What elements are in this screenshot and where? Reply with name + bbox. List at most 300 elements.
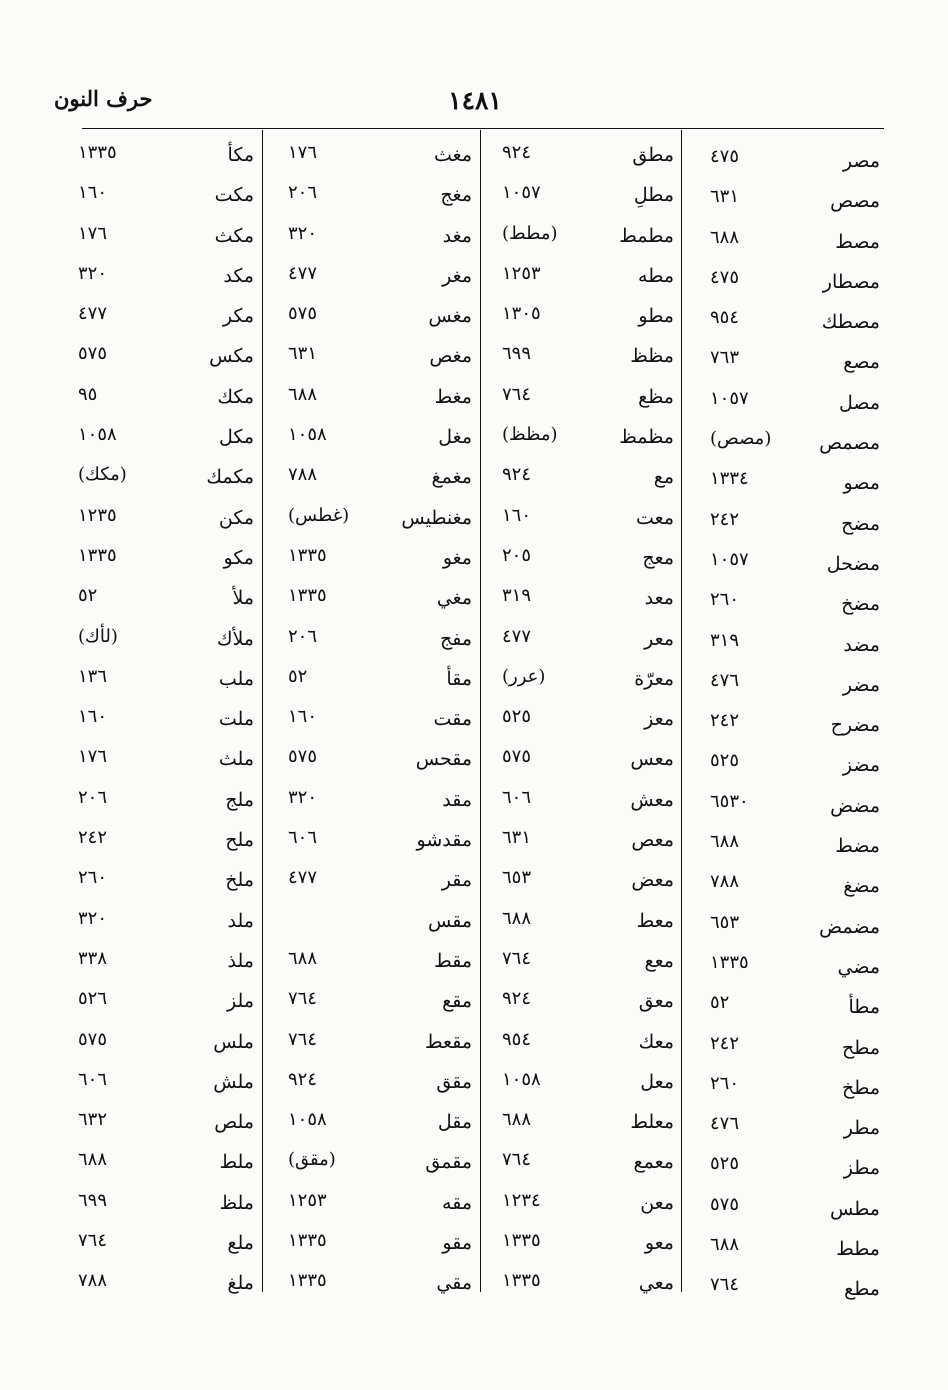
entry-word: مضي bbox=[837, 955, 880, 978]
entry-page-ref: ١٠٥٧ bbox=[710, 548, 749, 570]
index-entry bbox=[684, 948, 882, 988]
entry-word: مقه bbox=[442, 1191, 472, 1214]
entry-page-ref: ١٢٥٣ bbox=[502, 262, 541, 284]
entry-page-ref: ٢٤٢ bbox=[710, 508, 740, 530]
entry-page-ref: ١٠٥٨ bbox=[288, 1109, 327, 1131]
index-entry bbox=[484, 908, 678, 948]
entry-page-ref: ٣٢٠ bbox=[288, 786, 318, 808]
entry-page-ref: ١٣٦ bbox=[78, 665, 108, 687]
index-entry bbox=[484, 384, 678, 424]
entry-page-ref: ٤٧٥ bbox=[710, 146, 740, 167]
entry-page-ref: (مكك) bbox=[78, 464, 127, 486]
index-entry bbox=[266, 505, 476, 545]
index-entry bbox=[64, 545, 258, 585]
entry-word: ملد bbox=[227, 909, 254, 932]
index-entry bbox=[484, 706, 678, 746]
entry-word: معك bbox=[638, 1030, 674, 1053]
entry-page-ref: ٤٧٧ bbox=[288, 867, 318, 889]
entry-word: مغنطيس bbox=[401, 506, 472, 529]
entry-page-ref: ٤٧٥ bbox=[710, 266, 740, 288]
entry-page-ref: (غطس) bbox=[288, 504, 350, 526]
entry-word: ملأك bbox=[216, 627, 254, 650]
entry-word: معت bbox=[636, 506, 674, 529]
column-divider bbox=[480, 130, 481, 1292]
column-divider bbox=[681, 130, 682, 1292]
entry-word: مضض bbox=[830, 794, 880, 817]
index-column-1 bbox=[684, 142, 882, 1311]
index-entry bbox=[684, 867, 882, 907]
index-column-2 bbox=[484, 142, 678, 1311]
index-entry bbox=[64, 263, 258, 303]
entry-page-ref: ٧٦٤ bbox=[502, 383, 532, 405]
entry-word: مظمظ bbox=[619, 426, 674, 449]
index-entry bbox=[484, 666, 678, 706]
index-entry bbox=[64, 585, 258, 625]
entry-page-ref: ٥٢ bbox=[288, 665, 308, 687]
index-entry bbox=[684, 384, 882, 424]
index-entry bbox=[684, 746, 882, 786]
index-entry bbox=[484, 1190, 678, 1230]
entry-page-ref: (لأك) bbox=[78, 625, 118, 647]
entry-word: مطمط bbox=[619, 224, 674, 247]
index-column-4 bbox=[64, 142, 258, 1311]
entry-word: مغث bbox=[434, 144, 472, 166]
entry-word: مقع bbox=[442, 990, 472, 1013]
entry-page-ref: ٥٧٥ bbox=[288, 746, 318, 768]
index-entry bbox=[484, 182, 678, 222]
index-entry bbox=[684, 626, 882, 666]
entry-page-ref: ٦٠٦ bbox=[288, 827, 318, 849]
entry-page-ref: ١٣٣٥ bbox=[288, 1230, 327, 1252]
entry-word: مضغ bbox=[843, 875, 880, 898]
entry-word: مقأ bbox=[446, 667, 472, 690]
entry-page-ref: ٩٢٤ bbox=[502, 988, 532, 1010]
index-entry bbox=[484, 343, 678, 383]
index-entry bbox=[266, 1149, 476, 1189]
entry-page-ref: ٧٦٤ bbox=[78, 1230, 108, 1252]
entry-page-ref: ٤٧٧ bbox=[78, 303, 108, 325]
entry-word: مغو bbox=[442, 546, 472, 569]
entry-page-ref: ٥٧٥ bbox=[710, 1193, 740, 1215]
entry-page-ref: ١٣٣٤ bbox=[710, 468, 749, 490]
entry-page-ref: ١٠٥٨ bbox=[288, 424, 327, 446]
entry-word: ملع bbox=[227, 1232, 254, 1255]
entry-word: مقل bbox=[437, 1111, 472, 1134]
entry-word: مطز bbox=[843, 1157, 880, 1180]
index-entry bbox=[266, 263, 476, 303]
entry-word: مضط bbox=[835, 835, 880, 858]
entry-word: معص bbox=[631, 829, 674, 852]
entry-page-ref: ٣٢٠ bbox=[288, 222, 318, 244]
entry-page-ref: ١٢٣٤ bbox=[502, 1189, 541, 1211]
entry-page-ref: ٣٢٠ bbox=[78, 907, 108, 929]
index-entry bbox=[484, 1029, 678, 1069]
entry-page-ref: ٥٢٥ bbox=[502, 706, 532, 728]
entry-word: مصطار bbox=[822, 270, 880, 293]
entry-word: معض bbox=[631, 869, 674, 892]
entry-page-ref: ٥٢٦ bbox=[78, 988, 108, 1010]
entry-word: مغي bbox=[436, 587, 472, 610]
entry-page-ref: ٩٥ bbox=[78, 383, 98, 405]
index-entry bbox=[266, 424, 476, 464]
index-entry bbox=[484, 746, 678, 786]
entry-page-ref: ٥٧٥ bbox=[288, 303, 318, 325]
entry-word: ملأ bbox=[232, 587, 254, 610]
index-entry bbox=[484, 948, 678, 988]
index-entry bbox=[684, 1230, 882, 1270]
index-entry bbox=[64, 384, 258, 424]
entry-page-ref: ٧٦٣ bbox=[710, 347, 740, 369]
entry-page-ref: ٦٥٣ bbox=[710, 911, 740, 933]
index-entry bbox=[684, 505, 882, 545]
entry-word: ملب bbox=[218, 667, 254, 690]
entry-page-ref: ٣١٩ bbox=[710, 629, 740, 651]
index-entry bbox=[484, 263, 678, 303]
entry-word: ملس bbox=[213, 1030, 254, 1053]
index-entry bbox=[266, 142, 476, 182]
index-entry bbox=[64, 464, 258, 504]
entry-word: مصمص bbox=[819, 432, 880, 455]
entry-page-ref: ٦٨٨ bbox=[502, 907, 532, 929]
index-entry bbox=[484, 787, 678, 827]
index-entry bbox=[266, 1069, 476, 1109]
index-entry bbox=[484, 1069, 678, 1109]
header-rule bbox=[82, 128, 884, 129]
entry-page-ref: ٣٣٨ bbox=[78, 947, 108, 969]
entry-word: مكمك bbox=[206, 466, 254, 489]
entry-word: مغد bbox=[442, 224, 472, 247]
entry-word: معر bbox=[644, 627, 674, 650]
entry-page-ref: ٧٦٤ bbox=[288, 1028, 318, 1050]
entry-word: مكد bbox=[223, 264, 254, 287]
index-entry bbox=[64, 988, 258, 1028]
entry-page-ref: ٥٧٥ bbox=[78, 343, 108, 365]
index-entry bbox=[64, 343, 258, 383]
entry-word: معج bbox=[642, 546, 674, 569]
entry-word: مصص bbox=[830, 190, 880, 213]
entry-word: مطأ bbox=[848, 996, 880, 1019]
entry-word: مقس bbox=[427, 909, 472, 932]
index-entry bbox=[266, 1109, 476, 1149]
index-entry bbox=[64, 223, 258, 263]
index-entry bbox=[484, 223, 678, 263]
index-entry bbox=[266, 706, 476, 746]
entry-page-ref: ١٣٣٥ bbox=[502, 1270, 541, 1292]
index-entry bbox=[266, 182, 476, 222]
index-entry bbox=[64, 424, 258, 464]
entry-word: مفج bbox=[439, 627, 472, 650]
entry-word: مطق bbox=[632, 144, 674, 166]
entry-word: مكن bbox=[218, 506, 254, 529]
entry-word: مغس bbox=[428, 305, 472, 328]
entry-page-ref: ٦٣١ bbox=[288, 343, 318, 365]
entry-page-ref: ١٧٦ bbox=[288, 142, 318, 163]
index-entry bbox=[64, 1190, 258, 1230]
index-entry bbox=[266, 666, 476, 706]
index-entry bbox=[64, 142, 258, 182]
index-entry bbox=[266, 1190, 476, 1230]
index-entry bbox=[684, 666, 882, 706]
index-entry bbox=[684, 787, 882, 827]
entry-word: مطخ bbox=[841, 1076, 880, 1099]
entry-page-ref: ٧٨٨ bbox=[78, 1270, 108, 1292]
entry-word: معي bbox=[638, 1272, 674, 1295]
page-number: ١٤٨١ bbox=[448, 86, 502, 115]
entry-word: مقق bbox=[436, 1070, 472, 1093]
entry-page-ref: ١٠٥٧ bbox=[710, 387, 749, 409]
entry-page-ref: ٢٤٢ bbox=[710, 1032, 740, 1054]
entry-word: مضد bbox=[843, 633, 880, 656]
entry-word: مقت bbox=[433, 708, 472, 731]
entry-word: مضخ bbox=[841, 593, 880, 616]
entry-word: مكك bbox=[217, 385, 254, 408]
entry-page-ref: ٧٨٨ bbox=[710, 871, 740, 893]
index-entry bbox=[64, 626, 258, 666]
index-entry bbox=[64, 908, 258, 948]
entry-page-ref: (مقق) bbox=[288, 1149, 336, 1171]
entry-word: مقعط bbox=[425, 1030, 472, 1053]
index-entry bbox=[484, 827, 678, 867]
entry-word: مكأ bbox=[227, 144, 254, 166]
entry-page-ref: ٤٧٦ bbox=[710, 1113, 740, 1135]
entry-page-ref: ١٧٦ bbox=[78, 222, 108, 244]
index-entry bbox=[64, 182, 258, 222]
entry-page-ref: ١٦٠ bbox=[288, 706, 318, 728]
entry-word: مكو bbox=[223, 546, 254, 569]
index-entry bbox=[64, 1270, 258, 1310]
index-entry bbox=[266, 1230, 476, 1270]
index-entry bbox=[64, 505, 258, 545]
entry-word: مكس bbox=[209, 345, 254, 368]
entry-word: مغر bbox=[442, 264, 472, 287]
entry-page-ref: ٦٨٨ bbox=[502, 1109, 532, 1131]
entry-word: مقر bbox=[441, 869, 472, 892]
entry-page-ref: ٩٢٤ bbox=[502, 142, 532, 163]
index-entry bbox=[64, 706, 258, 746]
entry-page-ref: ٢٠٦ bbox=[288, 182, 318, 204]
entry-word: معرّة bbox=[634, 667, 674, 690]
entry-word: مطس bbox=[830, 1197, 880, 1220]
entry-word: مصطك bbox=[821, 311, 880, 334]
entry-page-ref: ١٣٣٥ bbox=[710, 951, 749, 973]
entry-page-ref: ٧٨٨ bbox=[288, 464, 318, 486]
index-entry bbox=[266, 464, 476, 504]
index-entry bbox=[484, 303, 678, 343]
entry-page-ref: ٩٢٤ bbox=[288, 1068, 318, 1090]
index-column-3 bbox=[266, 142, 476, 1311]
entry-word: مطط bbox=[836, 1238, 880, 1261]
entry-word: مقو bbox=[442, 1232, 472, 1255]
entry-word: مقد bbox=[442, 788, 472, 811]
entry-word: ملخ bbox=[225, 869, 254, 892]
index-entry bbox=[266, 384, 476, 424]
entry-page-ref: ٧٦٤ bbox=[502, 1149, 532, 1171]
entry-page-ref: ٣١٩ bbox=[502, 585, 532, 607]
entry-page-ref: ٩٥٤ bbox=[710, 307, 740, 329]
entry-word: مضمض bbox=[819, 915, 880, 938]
entry-word: مطه bbox=[638, 264, 674, 287]
entry-page-ref: ٦٩٩ bbox=[78, 1189, 108, 1211]
entry-page-ref: ٥٢٥ bbox=[710, 750, 740, 772]
index-entry bbox=[266, 545, 476, 585]
index-entry bbox=[266, 1270, 476, 1310]
index-entry bbox=[266, 908, 476, 948]
entry-page-ref: ٦٩٩ bbox=[502, 343, 532, 365]
index-entry bbox=[684, 545, 882, 585]
entry-page-ref: ٦٨٨ bbox=[288, 947, 318, 969]
entry-page-ref: ٧٦٤ bbox=[502, 947, 532, 969]
entry-page-ref: ٥٢٥ bbox=[710, 1153, 740, 1175]
entry-page-ref: ١٣٣٥ bbox=[288, 1270, 327, 1292]
entry-page-ref: ٦٣١ bbox=[502, 827, 532, 849]
index-entry bbox=[484, 505, 678, 545]
entry-page-ref: ٩٥٤ bbox=[502, 1028, 532, 1050]
entry-word: معن bbox=[640, 1191, 674, 1214]
entry-word: ملح bbox=[225, 829, 254, 852]
index-entry bbox=[64, 1230, 258, 1270]
index-entry bbox=[64, 1149, 258, 1189]
entry-word: مصل bbox=[838, 391, 880, 414]
entry-page-ref: ٢٤٢ bbox=[78, 827, 108, 849]
index-entry bbox=[484, 142, 678, 182]
entry-page-ref: ٦٥٣ bbox=[502, 867, 532, 889]
entry-page-ref: ٤٧٧ bbox=[288, 262, 318, 284]
index-entry bbox=[266, 827, 476, 867]
entry-page-ref: ٣٢٠ bbox=[78, 262, 108, 284]
index-entry bbox=[484, 424, 678, 464]
entry-page-ref: ١٠٥٧ bbox=[502, 182, 541, 204]
entry-word: مطع bbox=[844, 1278, 880, 1301]
entry-page-ref: ٦٨٨ bbox=[710, 1234, 740, 1256]
entry-word: معو bbox=[644, 1232, 674, 1255]
index-entry bbox=[266, 626, 476, 666]
entry-word: مغص bbox=[429, 345, 472, 368]
entry-page-ref: ١٧٦ bbox=[78, 746, 108, 768]
index-entry bbox=[266, 787, 476, 827]
entry-page-ref: ٥٢ bbox=[710, 992, 730, 1014]
entry-page-ref: ١٣٣٥ bbox=[78, 142, 117, 163]
entry-word: ملج bbox=[225, 788, 254, 811]
index-entry bbox=[684, 585, 882, 625]
entry-word: مطر bbox=[843, 1117, 880, 1140]
entry-word: مكث bbox=[214, 224, 254, 247]
index-entry bbox=[64, 787, 258, 827]
index-entry bbox=[64, 948, 258, 988]
index-entry bbox=[684, 1029, 882, 1069]
entry-page-ref: ١٦٠ bbox=[78, 182, 108, 204]
entry-page-ref: ٧٦٤ bbox=[710, 1274, 740, 1296]
entry-word: ملذ bbox=[227, 949, 254, 972]
entry-word: مظظ bbox=[630, 345, 674, 368]
entry-word: مضرح bbox=[830, 714, 880, 737]
index-entry bbox=[684, 908, 882, 948]
entry-page-ref: (مطط) bbox=[502, 222, 558, 244]
entry-word: مع bbox=[653, 466, 674, 489]
entry-word: مضح bbox=[841, 512, 880, 535]
entry-word: ملت bbox=[218, 708, 254, 731]
entry-word: مغل bbox=[438, 426, 472, 449]
entry-word: مصع bbox=[843, 351, 880, 374]
entry-word: معلط bbox=[630, 1111, 674, 1134]
index-entry bbox=[64, 746, 258, 786]
entry-word: معل bbox=[640, 1070, 674, 1093]
column-divider bbox=[262, 130, 263, 1292]
entry-page-ref: ٧٦٤ bbox=[288, 988, 318, 1010]
entry-word: مغط bbox=[434, 385, 472, 408]
entry-word: مضحل bbox=[826, 552, 880, 575]
index-entry bbox=[484, 867, 678, 907]
entry-page-ref: ٦٠٦ bbox=[502, 786, 532, 808]
entry-page-ref: ٥٧٥ bbox=[78, 1028, 108, 1050]
entry-word: معش bbox=[630, 788, 674, 811]
entry-word: مطلِ bbox=[633, 184, 674, 207]
entry-page-ref: ٦٠٦ bbox=[78, 1068, 108, 1090]
entry-page-ref: ٦٨٨ bbox=[710, 831, 740, 853]
index-entry bbox=[64, 1069, 258, 1109]
index-entry bbox=[64, 827, 258, 867]
entry-page-ref: ٦٨٨ bbox=[710, 226, 740, 248]
entry-page-ref: ٤٧٦ bbox=[710, 669, 740, 691]
entry-page-ref: ١٠٥٨ bbox=[502, 1068, 541, 1090]
entry-page-ref: ٢٠٦ bbox=[78, 786, 108, 808]
entry-page-ref: ١٢٣٥ bbox=[78, 504, 117, 526]
entry-word: مضز bbox=[842, 754, 880, 777]
entry-page-ref: ٦٣٢ bbox=[78, 1109, 108, 1131]
index-entry bbox=[684, 827, 882, 867]
index-entry bbox=[684, 223, 882, 263]
index-entry bbox=[266, 343, 476, 383]
index-entry bbox=[484, 1230, 678, 1270]
entry-page-ref: ٥٢ bbox=[78, 585, 98, 607]
entry-word: مقحس bbox=[415, 748, 472, 771]
entry-word: مقمق bbox=[425, 1151, 472, 1174]
entry-page-ref: ٦٣١ bbox=[710, 186, 740, 208]
index-entry bbox=[266, 223, 476, 263]
entry-page-ref: ١٦٠ bbox=[78, 706, 108, 728]
entry-word: ملث bbox=[218, 748, 254, 771]
entry-page-ref: ١٣٣٥ bbox=[288, 544, 327, 566]
entry-word: ملغ bbox=[227, 1272, 254, 1295]
index-entry bbox=[64, 1109, 258, 1149]
index-entry bbox=[684, 464, 882, 504]
entry-word: ملظ bbox=[219, 1191, 254, 1214]
entry-page-ref: ١٦٠ bbox=[502, 504, 532, 526]
entry-page-ref: ٢٦٠ bbox=[710, 589, 740, 611]
entry-word: مطح bbox=[841, 1036, 880, 1059]
index-entry bbox=[484, 585, 678, 625]
index-entry bbox=[684, 988, 882, 1028]
entry-page-ref: ٢٠٦ bbox=[288, 625, 318, 647]
index-entry bbox=[684, 1190, 882, 1230]
entry-page-ref: ٢٤٢ bbox=[710, 710, 740, 732]
entry-page-ref: ٢٦٠ bbox=[710, 1072, 740, 1094]
entry-page-ref: ١٣٣٥ bbox=[502, 1230, 541, 1252]
entry-word: معط bbox=[636, 909, 674, 932]
entry-page-ref: ٥٧٥ bbox=[502, 746, 532, 768]
entry-page-ref: ١٣٣٥ bbox=[288, 585, 327, 607]
entry-word: مصر bbox=[842, 150, 880, 172]
index-entry bbox=[64, 867, 258, 907]
index-entry bbox=[266, 948, 476, 988]
index-entry bbox=[684, 263, 882, 303]
entry-word: مصط bbox=[835, 230, 880, 253]
index-entry bbox=[484, 545, 678, 585]
entry-word: معد bbox=[644, 587, 674, 610]
index-entry bbox=[484, 464, 678, 504]
entry-word: مغمغ bbox=[431, 466, 472, 489]
entry-page-ref: ١٣٣٥ bbox=[78, 544, 117, 566]
entry-word: مضر bbox=[842, 673, 880, 696]
